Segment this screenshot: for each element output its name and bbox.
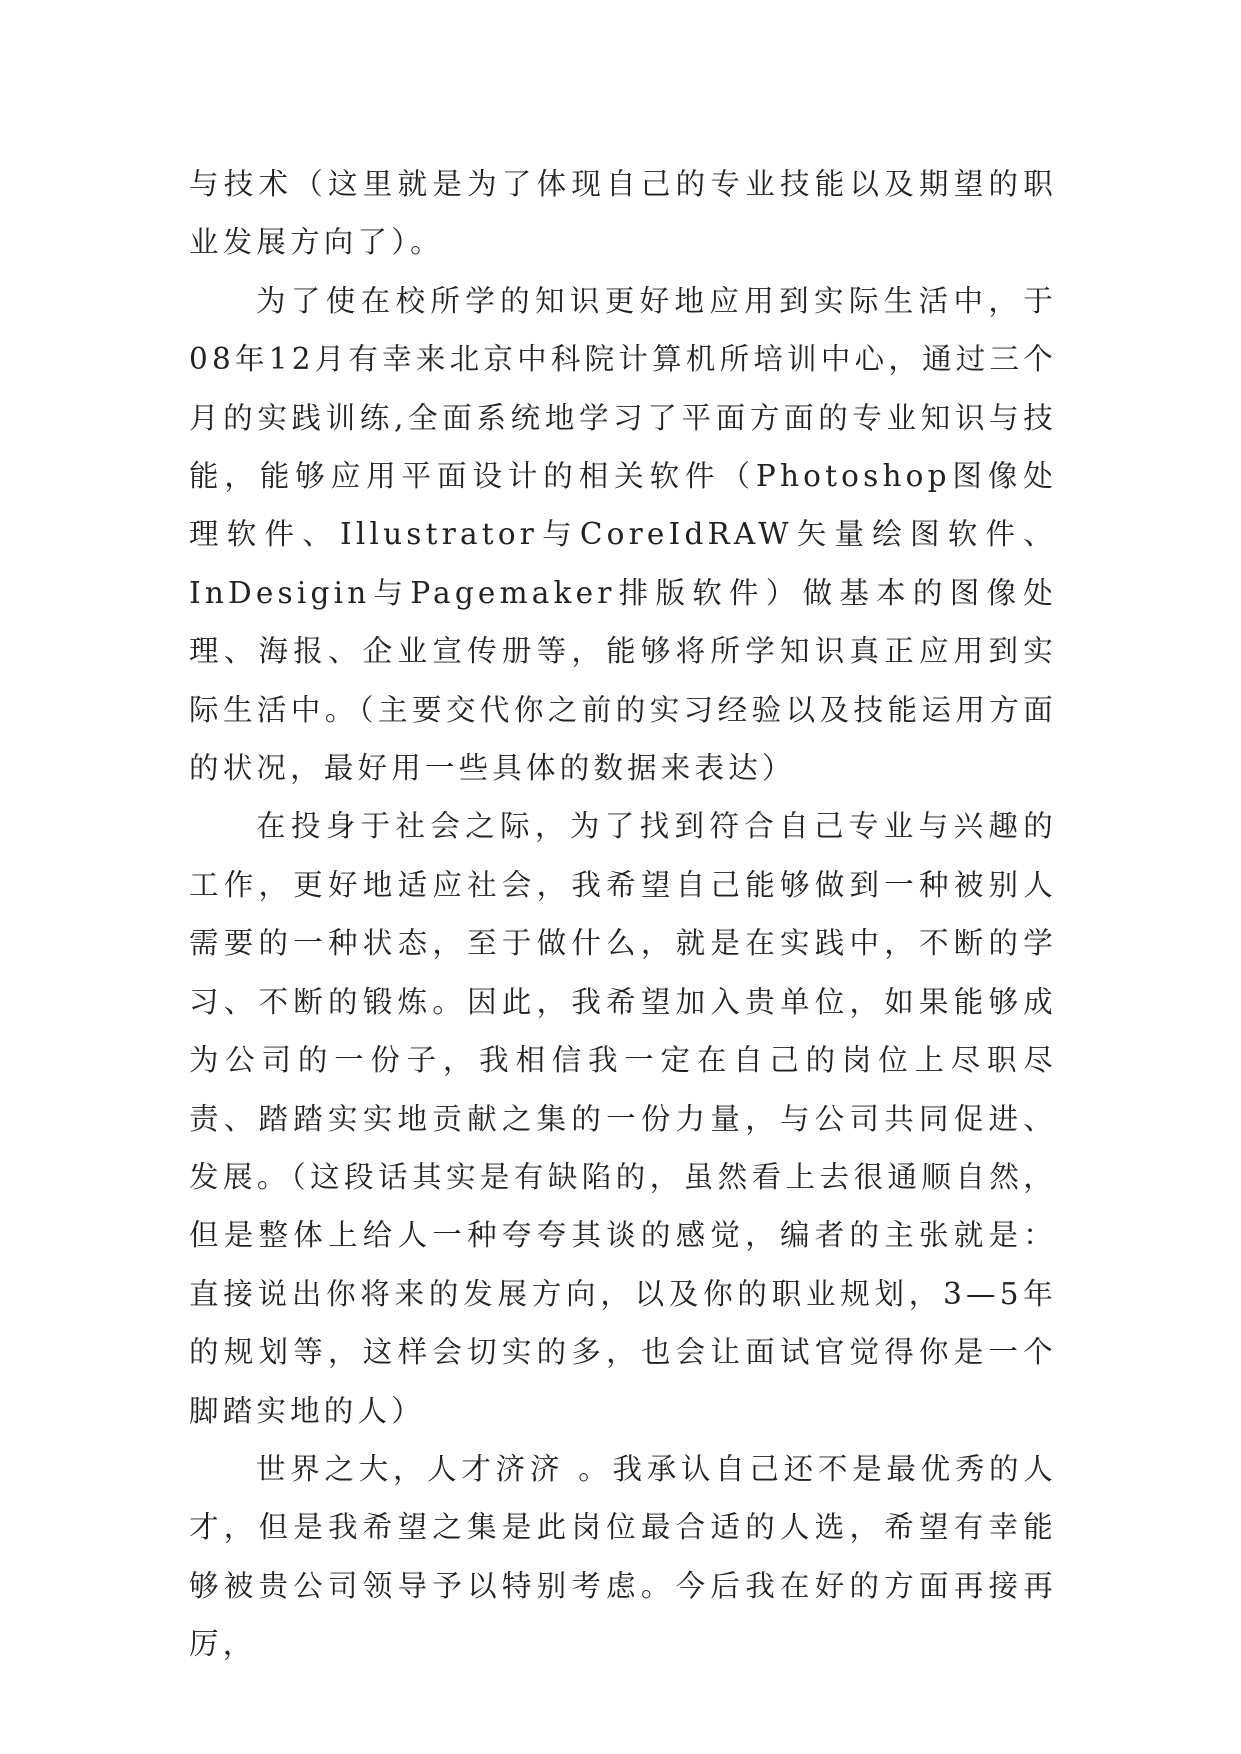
paragraph-2: 为了使在校所学的知识更好地应用到实际生活中，于08年12月有幸来北京中科院计算机所培训中心，通过三个月的实践训练,全面系统地学习了平面方面的专业知识与技能，能够应用平面设计的相关软件（Photoshop图像处理软件、Illustrator与CoreIdRAW矢量绘图软件、InDesigin与Pagemaker排版软件）做基本的图像处理、海报、企业宣传册等，能够将所学知识真正应用到实际生活中。（主要交代你之前的实习经验以及技能运用方面的状况，最好用一些具体的数据来表达） <box>189 283 1057 786</box>
paragraph-4: 世界之大，人才济济 。我承认自己还不是最优秀的人才，但是我希望之集是此岗位最合适的人选，希望有幸能够被贵公司领导予以特别考虑。今后我在好的方面再接再厉， <box>189 1451 1057 1662</box>
paragraph-1: 与技术（这里就是为了体现自己的专业技能以及期望的职业发展方向了）。 <box>189 167 1057 260</box>
paragraph-3: 在投身于社会之际，为了找到符合自己专业与兴趣的工作，更好地适应社会，我希望自己能够做到一种被别人需要的一种状态，至于做什么，就是在实践中，不断的学习、不断的锻炼。因此，我希望加入贵单位，如果能够成为公司的一份子，我相信我一定在自己的岗位上尽职尽责、踏踏实实地贡献之集的一份力量，与公司共同促进、发展。（这段话其实是有缺陷的，虽然看上去很通顺自然，但是整体上给人一种夸夸其谈的感觉，编者的主张就是：直接说出你将来的发展方向，以及你的职业规划，3—5年的规划等，这样会切实的多，也会让面试官觉得你是一个脚踏实地的人） <box>189 809 1057 1428</box>
document-body <box>189 155 1057 1674</box>
